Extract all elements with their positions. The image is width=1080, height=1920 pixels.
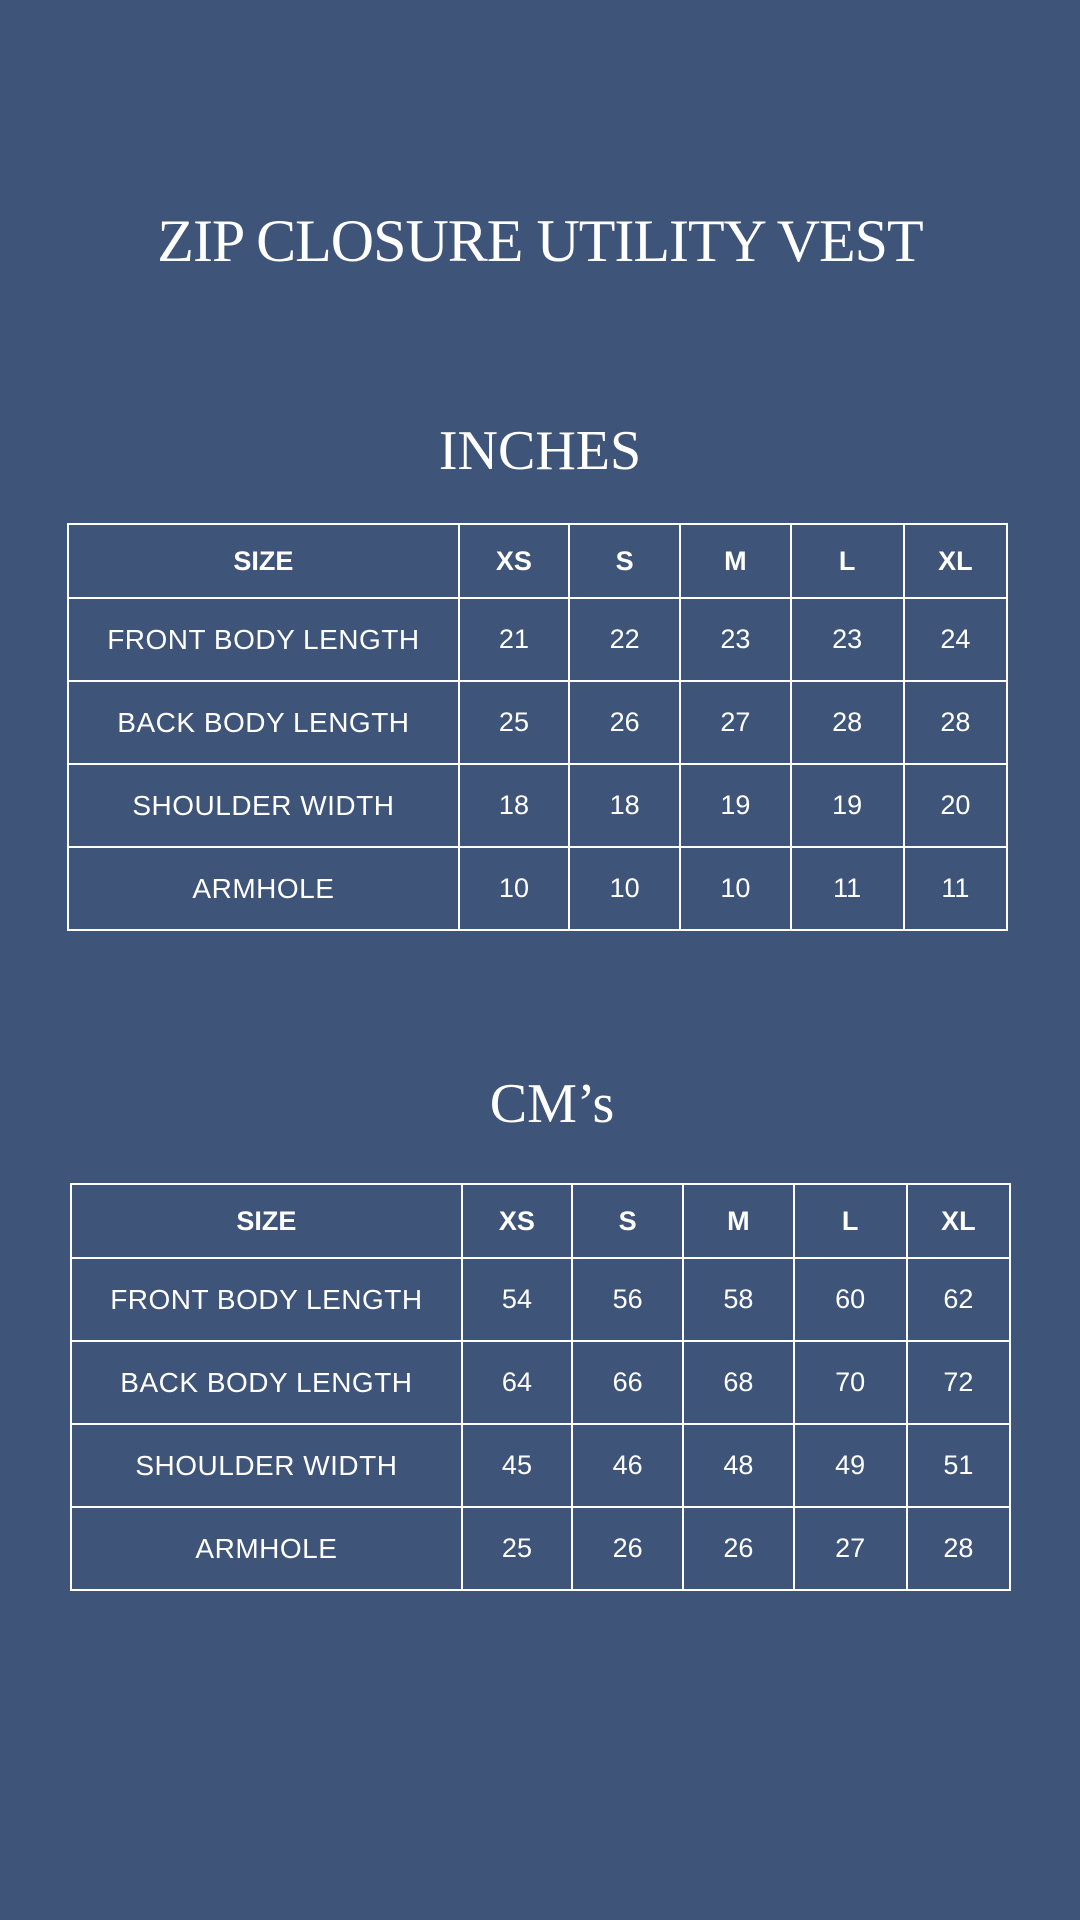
value-cell: 25: [462, 1507, 572, 1590]
value-cell: 56: [572, 1258, 683, 1341]
value-cell: 70: [794, 1341, 907, 1424]
value-cell: 26: [569, 681, 680, 764]
header-size: SIZE: [71, 1184, 462, 1258]
value-cell: 11: [791, 847, 904, 930]
header-size: SIZE: [68, 524, 459, 598]
row-label: ARMHOLE: [68, 847, 459, 930]
value-cell: 64: [462, 1341, 572, 1424]
table-header-row: [68, 524, 1007, 598]
value-cell: 27: [794, 1507, 907, 1590]
value-cell: 48: [683, 1424, 793, 1507]
header-l: L: [791, 524, 904, 598]
value-cell: 18: [459, 764, 569, 847]
value-cell: 58: [683, 1258, 793, 1341]
header-xl: XL: [904, 524, 1007, 598]
page-title: ZIP CLOSURE UTILITY VEST: [157, 208, 923, 274]
inches-size-table: [67, 523, 1008, 931]
value-cell: 27: [680, 681, 790, 764]
value-cell: 26: [572, 1507, 683, 1590]
value-cell: 68: [683, 1341, 793, 1424]
table-row: [71, 1258, 1010, 1341]
cms-size-table: [70, 1183, 1011, 1591]
row-label: BACK BODY LENGTH: [68, 681, 459, 764]
value-cell: 46: [572, 1424, 683, 1507]
row-label: ARMHOLE: [71, 1507, 462, 1590]
cms-heading: CM’s: [489, 1073, 615, 1135]
value-cell: 23: [791, 598, 904, 681]
value-cell: 49: [794, 1424, 907, 1507]
value-cell: 23: [680, 598, 790, 681]
value-cell: 54: [462, 1258, 572, 1341]
row-label: FRONT BODY LENGTH: [68, 598, 459, 681]
table-row: [71, 1507, 1010, 1590]
value-cell: 10: [680, 847, 790, 930]
value-cell: 28: [791, 681, 904, 764]
table-row: [68, 681, 1007, 764]
value-cell: 45: [462, 1424, 572, 1507]
header-xs: XS: [459, 524, 569, 598]
value-cell: 24: [904, 598, 1007, 681]
row-label: FRONT BODY LENGTH: [71, 1258, 462, 1341]
row-label: SHOULDER WIDTH: [71, 1424, 462, 1507]
value-cell: 62: [907, 1258, 1010, 1341]
table-row: [68, 598, 1007, 681]
header-m: M: [683, 1184, 793, 1258]
inches-heading: INCHES: [438, 420, 642, 482]
row-label: BACK BODY LENGTH: [71, 1341, 462, 1424]
value-cell: 18: [569, 764, 680, 847]
header-m: M: [680, 524, 790, 598]
header-l: L: [794, 1184, 907, 1258]
header-s: S: [569, 524, 680, 598]
header-xs: XS: [462, 1184, 572, 1258]
table-row: [68, 764, 1007, 847]
header-xl: XL: [907, 1184, 1010, 1258]
value-cell: 72: [907, 1341, 1010, 1424]
value-cell: 10: [459, 847, 569, 930]
table-header-row: [71, 1184, 1010, 1258]
value-cell: 20: [904, 764, 1007, 847]
row-label: SHOULDER WIDTH: [68, 764, 459, 847]
table-row: [71, 1424, 1010, 1507]
value-cell: 25: [459, 681, 569, 764]
value-cell: 26: [683, 1507, 793, 1590]
value-cell: 28: [907, 1507, 1010, 1590]
value-cell: 19: [791, 764, 904, 847]
value-cell: 11: [904, 847, 1007, 930]
value-cell: 51: [907, 1424, 1010, 1507]
table-row: [68, 847, 1007, 930]
header-s: S: [572, 1184, 683, 1258]
table-row: [71, 1341, 1010, 1424]
value-cell: 60: [794, 1258, 907, 1341]
value-cell: 19: [680, 764, 790, 847]
value-cell: 66: [572, 1341, 683, 1424]
value-cell: 28: [904, 681, 1007, 764]
value-cell: 10: [569, 847, 680, 930]
value-cell: 22: [569, 598, 680, 681]
value-cell: 21: [459, 598, 569, 681]
